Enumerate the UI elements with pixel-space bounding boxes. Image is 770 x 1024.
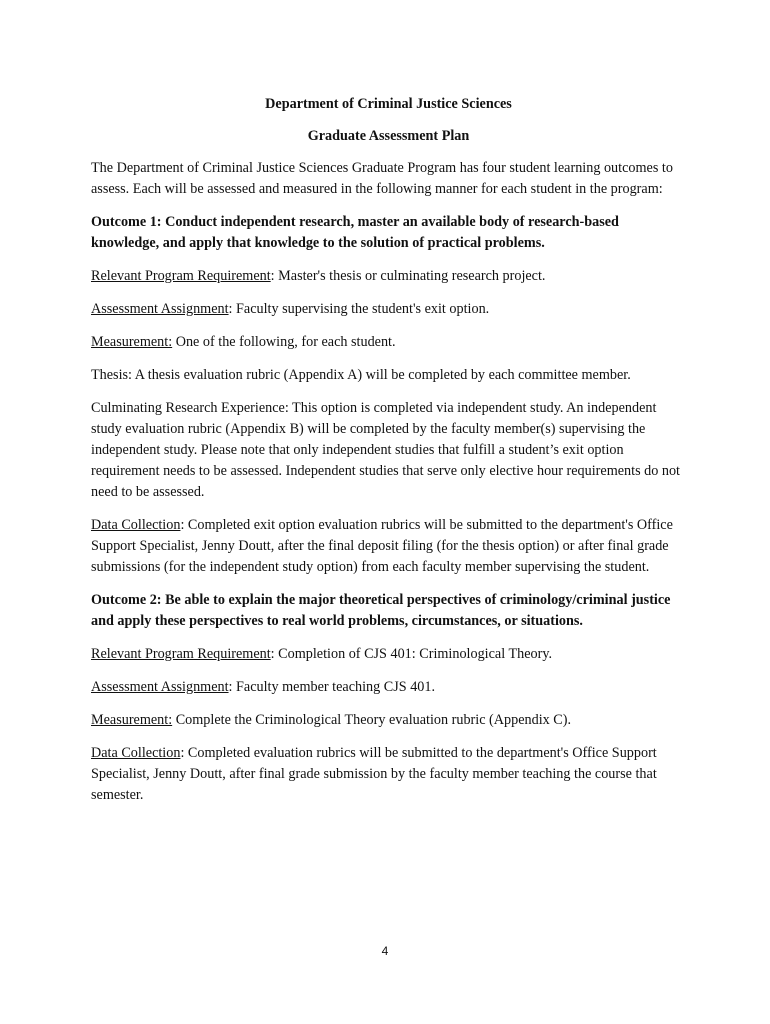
intro-paragraph: The Department of Criminal Justice Sciences Graduate Program has four student learning outcomes to assess. Each will be assessed and measured in the following manner for each student in the program:: [91, 160, 673, 197]
collection-text: : Completed exit option evaluation rubrics will be submitted to the department's Office Support Specialist, Jenny Doutt, after the final deposit filing (for the thesis option) or after final grade submissions (for the independent study option) from each faculty member supervising the student.: [91, 517, 673, 575]
outcome-2-measurement: [91, 710, 686, 731]
outcome-1-assignment: [91, 299, 686, 320]
department-title: Department of Criminal Justice Sciences: [265, 96, 512, 112]
assignment-text: : Faculty member teaching CJS 401.: [228, 679, 436, 695]
outcome-2-heading: Outcome 2: Be able to explain the major theoretical perspectives of criminology/criminal justice and apply these perspectives to real world problems, circumstances, or situations.: [91, 592, 671, 629]
outcome-1-thesis: Thesis: A thesis evaluation rubric (Appendix A) will be completed by each committee member.: [91, 367, 631, 383]
outcome-1-culminating: Culminating Research Experience: This option is completed via independent study. An independent study evaluation rubric (Appendix B) will be completed by the faculty member(s) supervising the independent study. Please note that only independent studies that fulfill a student’s exit option requirement needs to be assessed. Independent studies that serve only elective hour requirements do not need to be assessed.: [91, 400, 680, 500]
collection-label: Data Collection: [91, 517, 181, 533]
outcome-2-collection: [91, 743, 686, 806]
outcome-2-assignment: [91, 677, 686, 698]
outcome-1-measurement: [91, 332, 686, 353]
outcome-1-requirement: [91, 266, 686, 287]
page-number: 4: [381, 944, 389, 958]
measurement-text: Complete the Criminological Theory evaluation rubric (Appendix C).: [172, 712, 572, 728]
assignment-label: Assessment Assignment: [91, 301, 229, 317]
plan-title: Graduate Assessment Plan: [307, 128, 470, 144]
requirement-label: Relevant Program Requirement: [91, 268, 271, 284]
assignment-text: : Faculty supervising the student's exit option.: [228, 301, 490, 317]
collection-label: Data Collection: [91, 745, 181, 761]
document-body: [91, 94, 686, 818]
measurement-label: Measurement:: [91, 712, 173, 728]
requirement-text: : Master's thesis or culminating research project.: [270, 268, 546, 284]
outcome-1-heading: Outcome 1: Conduct independent research, master an available body of research-based knowledge, and apply that knowledge to the solution of practical problems.: [91, 214, 619, 251]
requirement-text: : Completion of CJS 401: Criminological Theory.: [270, 646, 553, 662]
outcome-1-collection: [91, 515, 686, 578]
assignment-label: Assessment Assignment: [91, 679, 229, 695]
requirement-label: Relevant Program Requirement: [91, 646, 271, 662]
outcome-2-requirement: [91, 644, 686, 665]
collection-text: : Completed evaluation rubrics will be submitted to the department's Office Support Specialist, Jenny Doutt, after final grade submission by the faculty member teaching the course that semester.: [91, 745, 657, 803]
measurement-text: One of the following, for each student.: [172, 334, 396, 350]
measurement-label: Measurement:: [91, 334, 173, 350]
